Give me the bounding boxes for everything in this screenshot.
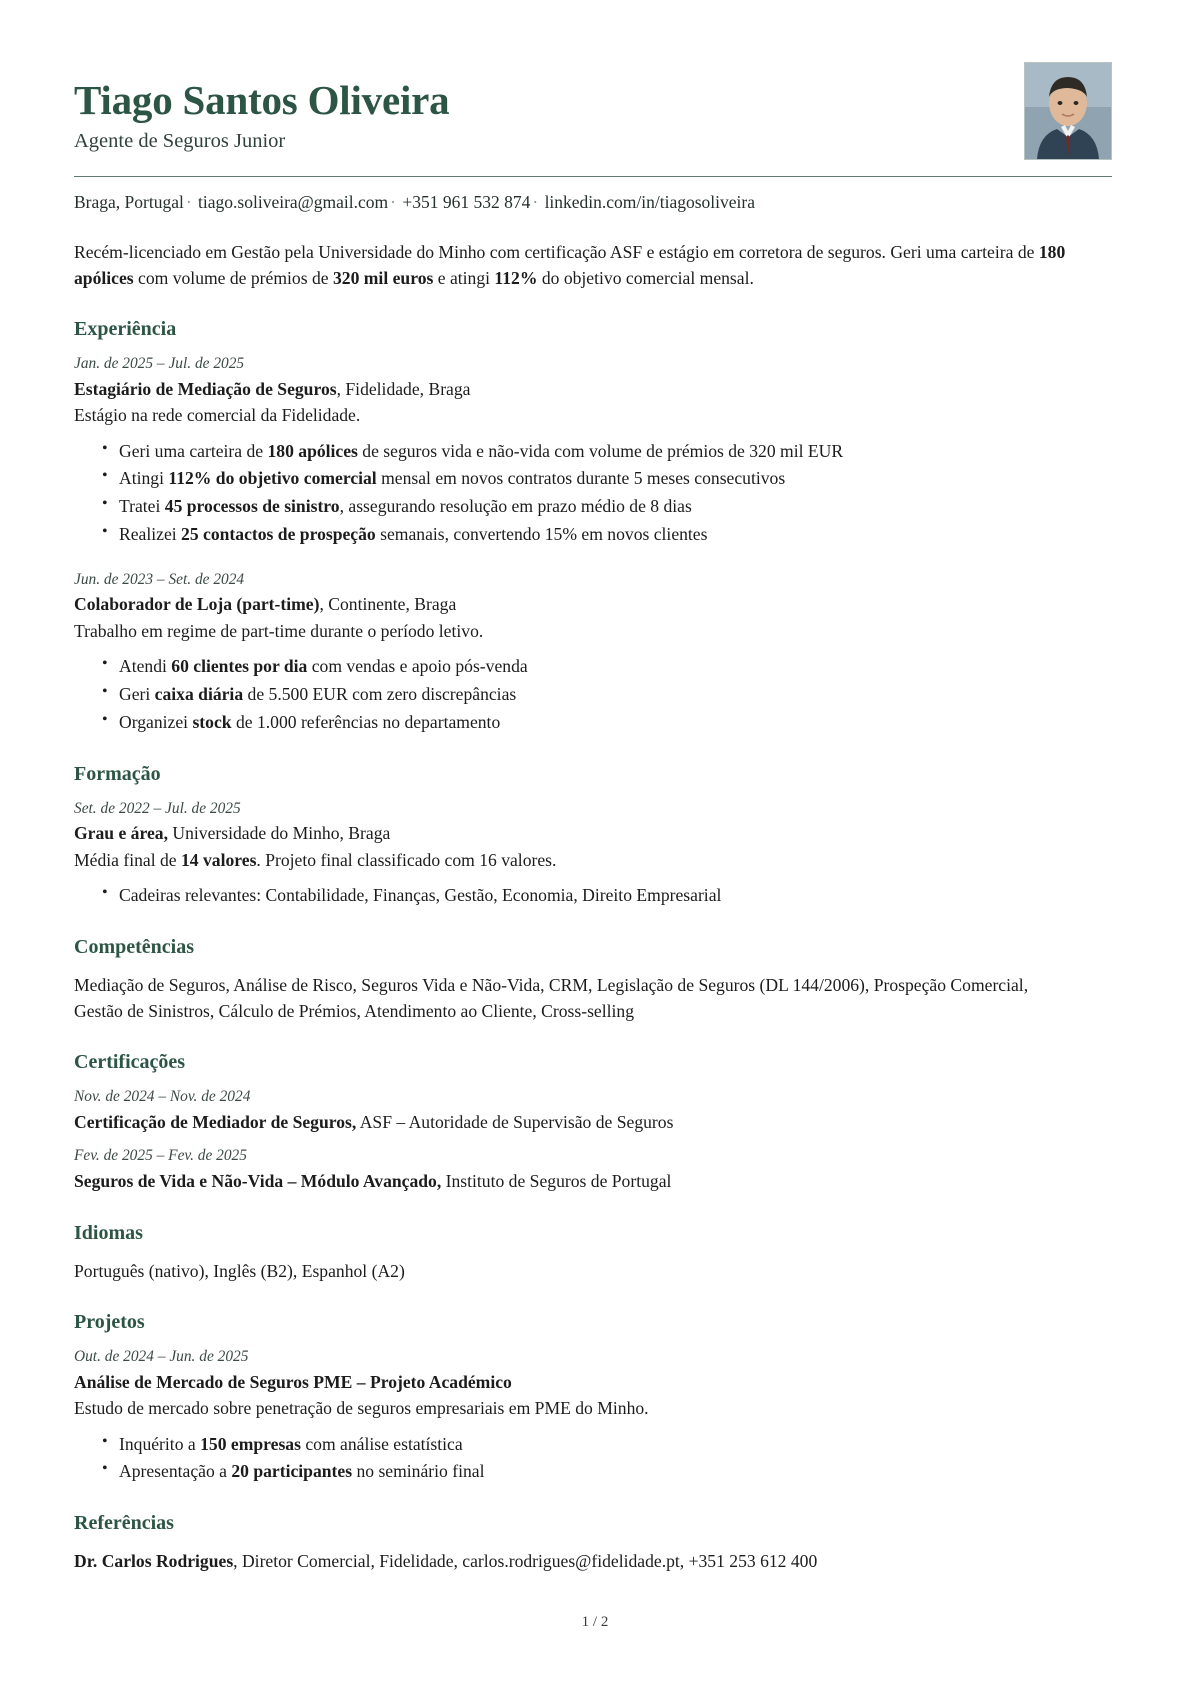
section-education <box>74 762 1112 910</box>
bullet-text-pre: Realizei <box>119 523 182 544</box>
entry-date: Jun. de 2023 – Set. de 2024 <box>74 570 245 588</box>
reference-name: Dr. Carlos Rodrigues <box>74 1551 234 1572</box>
professional-summary <box>74 239 1074 291</box>
project-name: Análise de Mercado de Seguros PME – Projeto Académico <box>74 1371 512 1392</box>
entry-company: , Continente, Braga <box>319 594 457 615</box>
section-experience <box>74 317 1112 736</box>
experience-entry <box>74 570 1112 736</box>
section-skills <box>74 935 1112 1024</box>
resume-header <box>74 62 1112 160</box>
avatar <box>1024 62 1112 160</box>
entry-bullet-list <box>74 653 1112 735</box>
certification-issuer: Instituto de Seguros de Portugal <box>441 1171 672 1192</box>
bullet-text-post: mensal em novos contratos durante 5 meses consecutivos <box>376 468 786 489</box>
bullet-text-bold: 112% do objetivo comercial <box>168 468 377 489</box>
bullet-text-bold: stock <box>192 711 232 732</box>
education-desc-bold: 14 valores <box>181 849 257 870</box>
reference-details: , Diretor Comercial, Fidelidade, carlos.rodrigues@fidelidade.pt, +351 253 612 400 <box>233 1551 818 1572</box>
header-text-block <box>74 62 449 154</box>
entry-date: Nov. de 2024 – Nov. de 2024 <box>74 1088 251 1106</box>
bullet-text-pre: Atendi <box>119 656 172 677</box>
bullet-text-pre: Apresentação a <box>119 1461 232 1482</box>
page-number: 1 / 2 <box>581 1614 609 1630</box>
header-divider <box>74 176 1112 177</box>
reference-line <box>74 1548 1074 1574</box>
list-item <box>102 465 1112 492</box>
list-item <box>102 653 1112 680</box>
job-headline: Agente de Seguros Junior <box>74 130 286 153</box>
education-entry <box>74 799 1112 910</box>
entry-title <box>74 377 1112 403</box>
bullet-text-pre: Atingi <box>119 468 169 489</box>
certification-entry <box>74 1146 1112 1194</box>
section-title-education: Formação <box>74 762 161 785</box>
entry-date: Fev. de 2025 – Fev. de 2025 <box>74 1147 247 1165</box>
entry-bullet-list <box>74 438 1112 548</box>
section-languages <box>74 1221 1112 1284</box>
bullet-text-post: com vendas e apoio pós-venda <box>307 656 528 677</box>
entry-date: Jan. de 2025 – Jul. de 2025 <box>74 354 245 372</box>
entry-degree: Grau e área, <box>74 823 168 844</box>
summary-bold-2: 320 mil euros <box>332 267 434 288</box>
contact-location: Braga, Portugal <box>74 192 184 212</box>
bullet-text-bold: caixa diária <box>154 684 244 705</box>
summary-text-4: do objetivo comercial mensal. <box>537 267 754 288</box>
section-title-projects: Projetos <box>74 1310 145 1333</box>
entry-institution: Universidade do Minho, Braga <box>167 823 391 844</box>
bullet-text-post: com análise estatística <box>300 1433 463 1454</box>
summary-bold-3: 112% <box>494 267 538 288</box>
languages-text: Português (nativo), Inglês (B2), Espanhol (A2) <box>74 1260 405 1281</box>
entry-date: Out. de 2024 – Jun. de 2025 <box>74 1347 249 1365</box>
list-item <box>102 438 1112 465</box>
skills-text: Mediação de Seguros, Análise de Risco, Seguros Vida e Não-Vida, CRM, Legislação de Seguros (DL 144/2006), Prospeção Comercial, Gestão de Sinistros, Cálculo de Prémios, Atendimento ao Cliente, Cross-selling <box>74 975 1029 1022</box>
entry-title <box>74 821 1112 847</box>
bullet-text-post: de 1.000 referências no departamento <box>231 711 501 732</box>
page-title: Tiago Santos Oliveira <box>74 77 450 123</box>
bullet-text-pre: Organizei <box>119 711 193 732</box>
bullet-text-post: de seguros vida e não-vida com volume de prémios de 320 mil EUR <box>357 440 844 461</box>
section-title-references: Referências <box>74 1512 174 1535</box>
contact-separator-3: · <box>532 192 539 212</box>
list-item <box>102 493 1112 520</box>
bullet-text-post: no seminário final <box>352 1461 485 1482</box>
profile-photo-icon <box>1025 63 1111 159</box>
list-item <box>102 882 1112 909</box>
entry-date: Set. de 2022 – Jul. de 2025 <box>74 799 241 817</box>
bullet-text-pre: Cadeiras relevantes: Contabilidade, Finanças, Gestão, Economia, Direito Empresarial <box>119 885 722 906</box>
entry-bullet-list <box>74 1431 1112 1485</box>
bullet-text-bold: 150 empresas <box>200 1433 301 1454</box>
section-title-languages: Idiomas <box>74 1221 143 1244</box>
bullet-text-bold: 25 contactos de prospeção <box>181 523 376 544</box>
entry-description: Estudo de mercado sobre penetração de seguros empresariais em PME do Minho. <box>74 1398 649 1419</box>
list-item <box>102 1431 1112 1458</box>
certification-name: Certificação de Mediador de Seguros, <box>74 1111 357 1132</box>
bullet-text-pre: Tratei <box>119 496 165 517</box>
section-certifications <box>74 1050 1112 1195</box>
bullet-text-pre: Geri <box>119 684 155 705</box>
contact-phone[interactable]: +351 961 532 874 <box>402 192 531 212</box>
entry-role: Estagiário de Mediação de Seguros <box>74 378 337 399</box>
entry-title <box>74 1110 1112 1136</box>
list-item <box>102 1458 1112 1485</box>
entry-description: Estágio na rede comercial da Fidelidade. <box>74 405 361 426</box>
section-title-skills: Competências <box>74 936 194 959</box>
education-desc-pre: Média final de <box>74 849 181 870</box>
section-references <box>74 1511 1112 1574</box>
page-footer <box>0 1614 1190 1631</box>
summary-text-2: com volume de prémios de <box>133 267 333 288</box>
bullet-text-post: de 5.500 EUR com zero discrepâncias <box>243 684 517 705</box>
contact-linkedin[interactable]: linkedin.com/in/tiagosoliveira <box>544 192 756 212</box>
bullet-text-bold: 20 participantes <box>231 1461 353 1482</box>
section-title-certifications: Certificações <box>74 1051 186 1074</box>
list-item <box>102 709 1112 736</box>
summary-text-1: Recém-licenciado em Gestão pela Universidade do Minho com certificação ASF e estágio em corretora de seguros. Geri uma carteira de <box>74 241 1039 262</box>
bullet-text-bold: 60 clientes por dia <box>171 656 308 677</box>
project-entry <box>74 1347 1112 1485</box>
summary-bold-1: 180 apólices <box>74 241 1066 288</box>
entry-title <box>74 1370 1112 1396</box>
entry-company: , Fidelidade, Braga <box>336 378 471 399</box>
entry-title <box>74 1169 1112 1195</box>
certification-issuer: ASF – Autoridade de Supervisão de Seguros <box>356 1111 674 1132</box>
entry-description <box>74 848 1112 874</box>
certification-name: Seguros de Vida e Não-Vida – Módulo Avançado, <box>74 1171 442 1192</box>
experience-entry <box>74 354 1112 548</box>
section-title-experience: Experiência <box>74 317 177 340</box>
entry-description: Trabalho em regime de part-time durante o período letivo. <box>74 620 484 641</box>
summary-text-3: e atingi <box>433 267 495 288</box>
contact-line <box>74 191 1112 214</box>
entry-role: Colaborador de Loja (part-time) <box>74 594 320 615</box>
entry-title <box>74 592 1112 618</box>
bullet-text-bold: 45 processos de sinistro <box>164 496 340 517</box>
bullet-text-pre: Geri uma carteira de <box>119 440 268 461</box>
contact-separator-2: · <box>390 192 396 212</box>
list-item <box>102 681 1112 708</box>
bullet-text-post: semanais, convertendo 15% em novos clientes <box>375 523 708 544</box>
entry-bullet-list <box>74 882 1112 909</box>
bullet-text-bold: 180 apólices <box>267 440 358 461</box>
education-desc-post: . Projeto final classificado com 16 valores. <box>256 849 557 870</box>
section-projects <box>74 1310 1112 1485</box>
certification-entry <box>74 1087 1112 1135</box>
contact-separator-1: · <box>185 192 192 212</box>
contact-email[interactable]: tiago.soliveira@gmail.com <box>198 192 389 212</box>
list-item <box>102 521 1112 548</box>
bullet-text-pre: Inquérito a <box>119 1433 201 1454</box>
bullet-text-post: , assegurando resolução em prazo médio de 8 dias <box>339 496 692 517</box>
